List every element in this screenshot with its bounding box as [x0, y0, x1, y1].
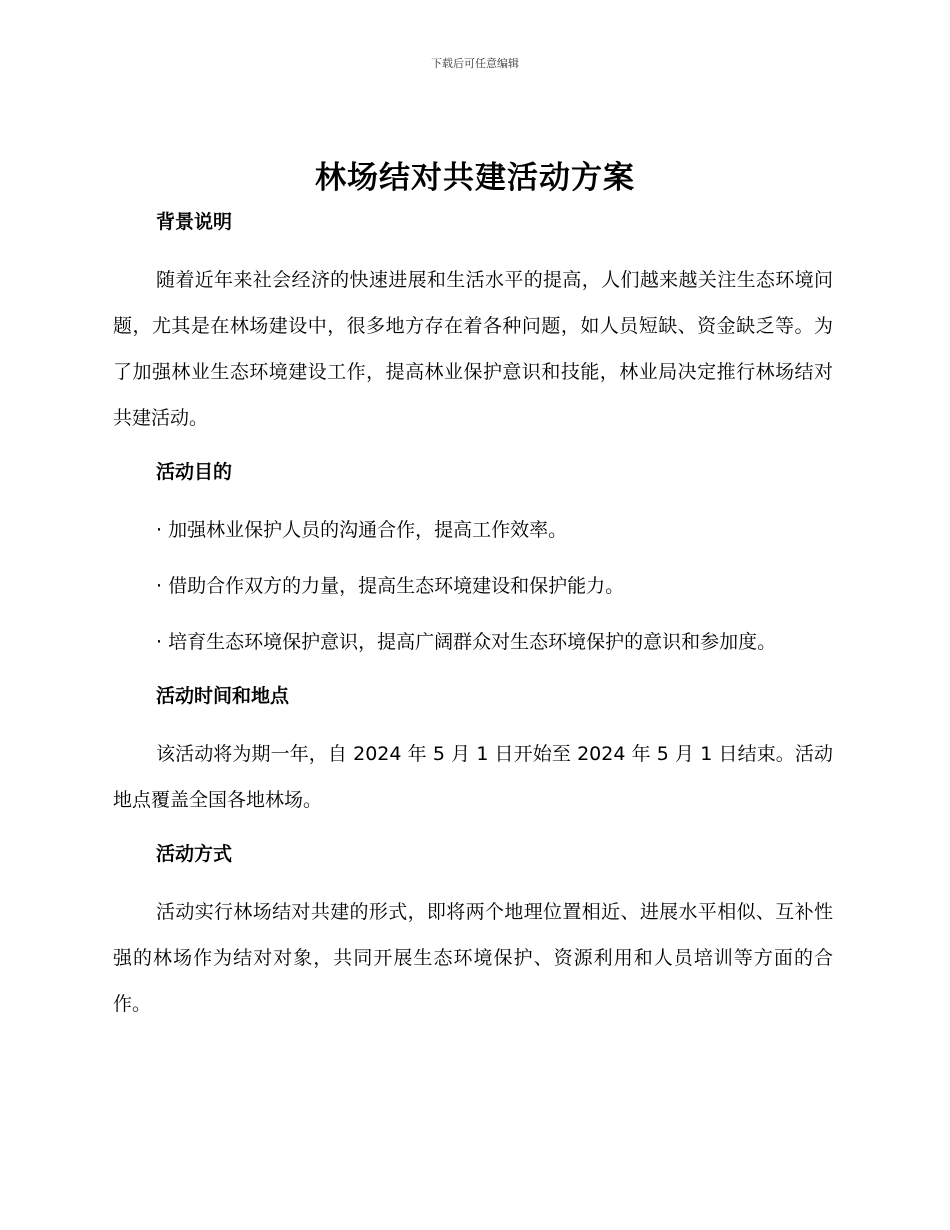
- purpose-bullet-3: · 培育生态环境保护意识，提高广阔群众对生态环境保护的意识和参加度。: [156, 631, 777, 653]
- method-paragraph: 活动实行林场结对共建的形式，即将两个地理位置相近、进展水平相似、互补性强的林场作为结对对象，共同开展生态环境保护、资源利用和人员培训等方面的合作。: [113, 901, 833, 1015]
- section-heading-time-place: 活动时间和地点: [156, 685, 290, 707]
- section-heading-background: 背景说明: [156, 211, 233, 233]
- section-heading-purpose: 活动目的: [156, 461, 233, 483]
- background-paragraph: 随着近年来社会经济的快速进展和生活水平的提高，人们越来越关注生态环境问题，尤其是在林场建设中，很多地方存在着各种问题，如人员短缺、资金缺乏等。为了加强林业生态环境建设工作，提高林业保护意识和技能，林业局决定推行林场结对共建活动。: [113, 269, 833, 429]
- section-heading-method: 活动方式: [156, 843, 233, 865]
- purpose-bullet-2: · 借助合作双方的力量，提高生态环境建设和保护能力。: [156, 575, 625, 597]
- time-place-paragraph: 该活动将为期一年，自 2024 年 5 月 1 日开始至 2024 年 5 月 1 日结束。活动地点覆盖全国各地林场。: [113, 743, 833, 811]
- document-body: [113, 203, 833, 1027]
- purpose-bullet-1: · 加强林业保护人员的沟通合作，提高工作效率。: [156, 519, 568, 541]
- document-title: 林场结对共建活动方案: [315, 160, 635, 196]
- header-note: 下载后可任意编辑: [431, 57, 519, 70]
